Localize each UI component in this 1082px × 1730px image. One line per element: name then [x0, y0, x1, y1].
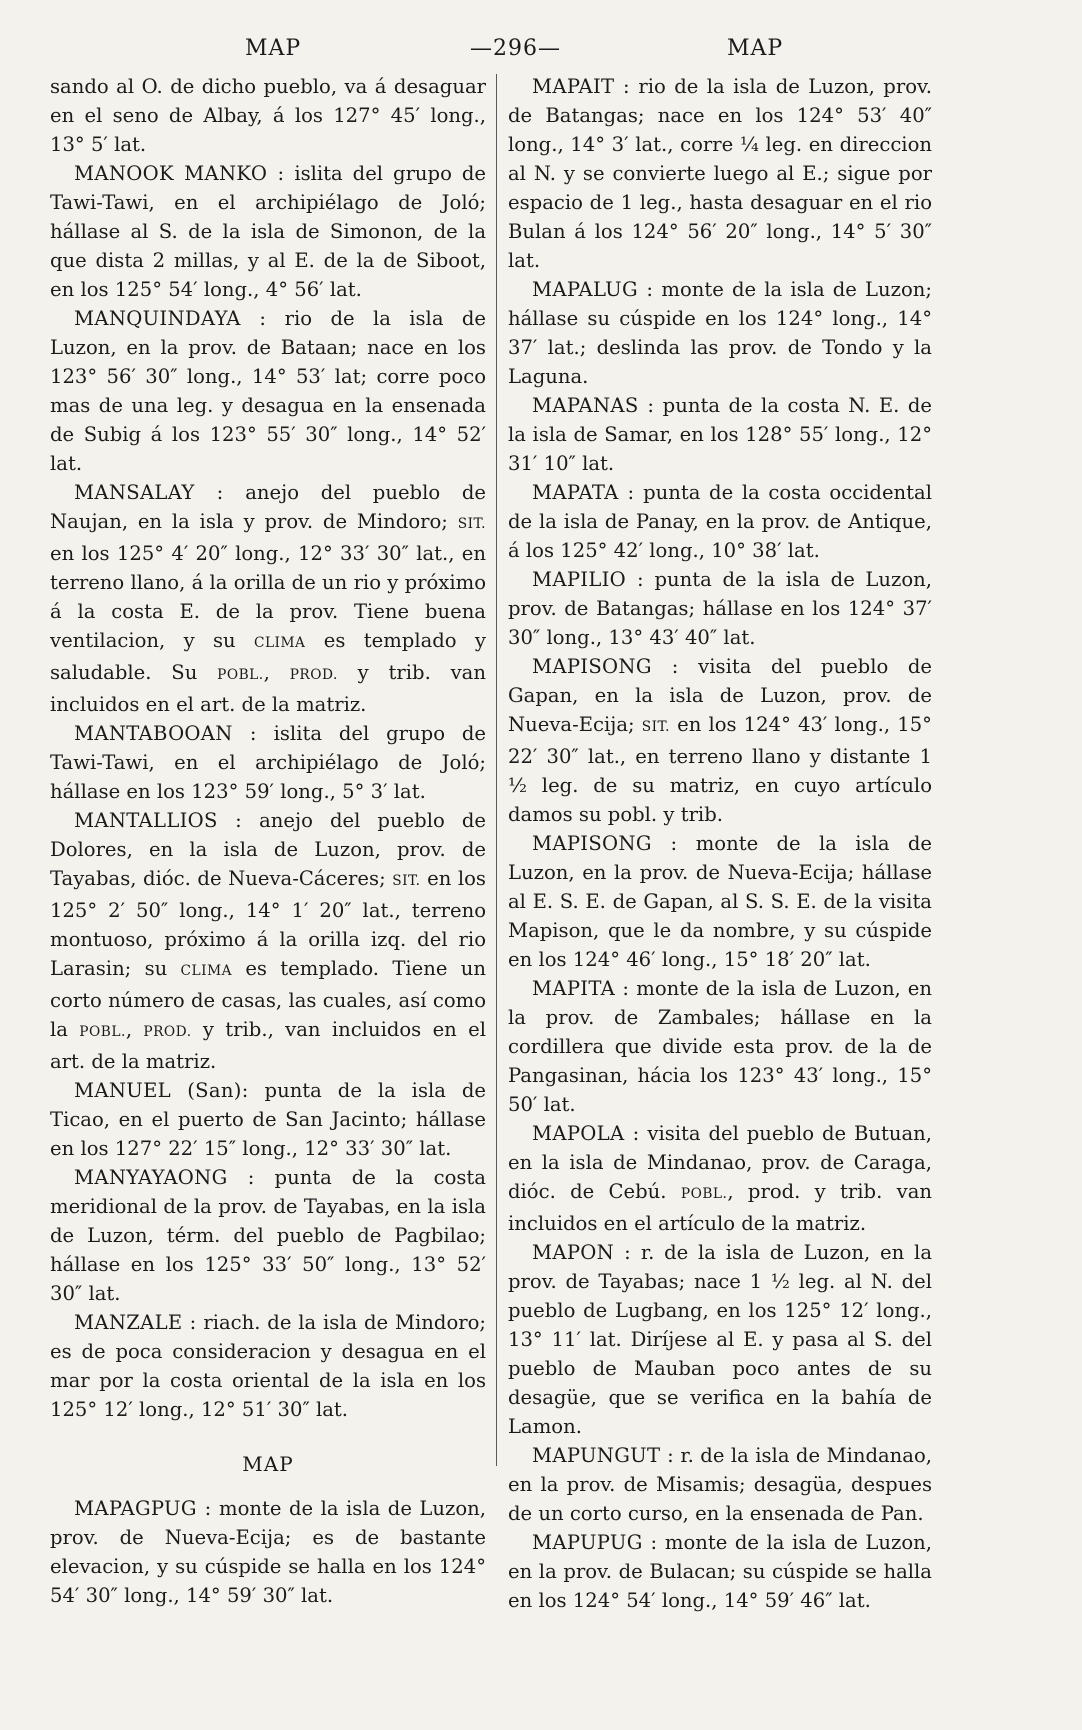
entry-body: punta de la costa N. E. de la isla de Samar, en los 128° 55′ long., 12° 31′ 10″ lat. — [508, 394, 932, 475]
abbr-sit: SIT. — [392, 873, 421, 889]
entry-body: r. de la isla de Luzon, en la prov. de Tayabas; nace 1 ½ leg. al N. del pueblo de Lugbang, en los 125° 12′ long., 13° 11′ lat. Diríjese al E. y pasa al S. del pueblo de Mauban poco antes de su desagüe, que se verifica en la bahía de Lamon. — [508, 1241, 932, 1438]
entry-body: en los 124° 43′ long., 15° 22′ 30″ lat., en terreno llano y distante 1 ½ leg. de su matriz, en cuyo artículo damos su pobl. y trib. — [508, 713, 932, 826]
section-title: MAP — [242, 1452, 294, 1476]
entry-head: MAPILIO : — [532, 568, 644, 591]
running-head-left: MAP — [245, 36, 302, 61]
entry-head: MAPAGPUG : — [74, 1497, 212, 1520]
entry-mapisong-monte — [508, 829, 932, 974]
entry-mantallios — [50, 806, 486, 1076]
left-column — [50, 72, 486, 1610]
entry-body: islita del grupo de Tawi-Tawi, en el archipiélago de Joló; hállase al S. de la isla de Simonon, de la que dista 2 millas, y al E. de la de Siboot, en los 125° 54′ long., 4° 56′ lat. — [50, 162, 486, 301]
entry-mansalay — [50, 478, 486, 719]
entry-mapungut — [508, 1441, 932, 1528]
abbr-clima: CLIMA — [180, 963, 233, 979]
separator: , — [263, 661, 290, 684]
entry-body: en los 125° 4′ 20″ long., 12° 33′ 30″ lat., en terreno llano, á la orilla de un rio y próximo á la costa E. de la prov. Tiene buena ventilacion, y su — [50, 542, 486, 652]
entry-head: MAPANAS : — [532, 394, 655, 417]
entry-head: MANUEL (San): — [74, 1079, 249, 1102]
entry-body: es templado. Tiene un corto número de casas, las cuales, así como la — [50, 957, 486, 1041]
entry-head: MAPON : — [532, 1241, 632, 1264]
entry-head: MAPISONG : — [532, 655, 679, 678]
entry-body: visita del pueblo de Gapan, en la isla de Luzon, prov. de Nueva-Ecija; — [508, 655, 932, 736]
entry-body: monte de la isla de Luzon, en la prov. de Nueva-Ecija; hállase al E. S. E. de Gapan, al S. S. E. de la visita Mapison, que le da nombre, y su cúspide en los 124° 46′ long., 15° 18′ 20″ lat. — [508, 832, 933, 971]
entry-manook-manko — [50, 159, 486, 304]
entry-manuel-san — [50, 1076, 486, 1163]
entry-head: MAPALUG : — [532, 278, 654, 301]
entry-body: rio de la isla de Luzon, en la prov. de Bataan; nace en los 123° 56′ 30″ long., 14° 53′ lat; corre poco mas de una leg. y desagua en la ensenada de Subig á los 123° 55′ 30″ long., 14° 52′ lat. — [50, 307, 486, 475]
entry-body: anejo del pueblo de Naujan, en la isla y prov. de Mindoro; — [50, 481, 486, 533]
entry-mapalug — [508, 275, 932, 391]
entry-body: y trib. van incluidos en el art. de la matriz. — [50, 661, 486, 716]
entry-mantabooan — [50, 719, 486, 806]
entry-head: MAPOLA : — [532, 1122, 640, 1145]
entry-mapisong-visita — [508, 652, 932, 829]
entry-body: punta de la costa meridional de la prov. de Tayabas, en la isla de Luzon, térm. del pueblo de Pagbilao; hállase en los 125° 33′ 50″ long., 13° 52′ 30″ lat. — [50, 1166, 486, 1305]
entry-head: MANOOK MANKO : — [74, 162, 285, 185]
entry-body: r. de la isla de Mindanao, en la prov. de Misamis; desagüa, despues de un corto curso, en la ensenada de Pan. — [508, 1444, 933, 1525]
entry-mapupug — [508, 1528, 932, 1615]
continuation-text: sando al O. de dicho pueblo, va á desaguar en el seno de Albay, á los 127° 45′ long., 13° 5′ lat. — [50, 75, 486, 156]
abbr-pobl: POBL. — [680, 1186, 728, 1202]
entry-mapilio — [508, 565, 932, 652]
entry-head: MAPAIT : — [532, 75, 630, 98]
entry-head: MANZALE : — [74, 1311, 197, 1334]
entry-head: MAPITA : — [532, 977, 630, 1000]
abbr-sit: SIT. — [641, 719, 671, 735]
entry-body: monte de la isla de Luzon, prov. de Nueva-Ecija; es de bastante elevacion, y su cúspide se halla en los 124° 54′ 30″ long., 14° 59′ 30″ lat. — [50, 1497, 487, 1607]
entry-body: es templado y saludable. Su — [50, 629, 486, 684]
entry-manzale — [50, 1308, 486, 1424]
entry-head: MAPATA : — [532, 481, 635, 504]
running-head-right: MAP — [727, 36, 784, 61]
entry-mapagpug — [50, 1494, 486, 1610]
entry-body: y trib., van incluidos en el art. de la matriz. — [50, 1018, 486, 1073]
entry-body: en los 125° 2′ 50″ long., 14° 1′ 20″ lat., terreno montuoso, próximo á la orilla izq. del rio Larasin; su — [50, 867, 486, 980]
entry-body: punta de la costa occidental de la isla de Panay, en la prov. de Antique, á los 125° 42′ long., 10° 38′ lat. — [508, 481, 932, 562]
page-number: —296— — [470, 36, 561, 61]
entry-body: riach. de la isla de Mindoro; es de poca consideracion y desagua en el mar por la costa oriental de la isla en los 125° 12′ long., 12° 51′ 30″ lat. — [50, 1311, 487, 1421]
entry-body: monte de la isla de Luzon; hállase su cúspide en los 124° long., 14° 37′ lat.; deslinda las prov. de Tondo y la Laguna. — [508, 278, 932, 388]
entry-head: MANYAYAONG : — [74, 1166, 255, 1189]
entry-mapola — [508, 1119, 932, 1238]
abbr-pobl: POBL. — [79, 1024, 126, 1040]
entry-body: punta de la isla de Luzon, prov. de Batangas; hállase en los 124° 37′ 30″ long., 13° 43′ 40″ lat. — [508, 568, 933, 649]
entry-mapita — [508, 974, 932, 1119]
abbr-sit: SIT. — [457, 516, 486, 532]
entry-head: MAPISONG : — [532, 832, 678, 855]
column-divider — [496, 74, 497, 1466]
entry-head: MAPUPUG : — [532, 1531, 658, 1554]
entry-body: rio de la isla de Luzon, prov. de Batangas; nace en los 124° 53′ 40″ long., 14° 3′ lat., corre ¼ leg. en direccion al N. y se convierte luego al E.; sigue por espacio de 1 leg., hasta desaguar en el rio Bulan á los 124° 56′ 20″ long., 14° 5′ 30″ lat. — [508, 75, 932, 272]
entry-mapon — [508, 1238, 932, 1441]
entry-body: monte de la isla de Luzon, en la prov. de Zambales; hállase en la cordillera que divide esta prov. de la de Pangasinan, hácia los 123° 43′ long., 15° 50′ lat. — [508, 977, 932, 1116]
entry-body: , prod. y trib. van incluidos en el artículo de la matriz. — [508, 1180, 933, 1235]
abbr-clima: CLIMA — [253, 635, 306, 651]
entry-body: islita del grupo de Tawi-Tawi, en el archipiélago de Joló; hállase en los 123° 59′ long., 5° 3′ lat. — [50, 722, 486, 803]
entry-manyayaong — [50, 1163, 486, 1308]
entry-body: visita del pueblo de Butuan, en la isla de Mindanao, prov. de Caraga, dióc. de Cebú. — [508, 1122, 932, 1203]
entry-body: punta de la isla de Ticao, en el puerto de San Jacinto; hállase en los 127° 22′ 15″ long., 12° 33′ 30″ lat. — [50, 1079, 486, 1160]
separator: , — [125, 1018, 144, 1041]
entry-manquindaya — [50, 304, 486, 478]
entry-mapait — [508, 72, 932, 275]
entry-head: MANQUINDAYA : — [74, 307, 267, 330]
abbr-pobl: POBL. — [217, 667, 264, 683]
entry-body: monte de la isla de Luzon, en la prov. de Bulacan; su cúspide se halla en los 124° 54′ long., 14° 59′ 46″ lat. — [508, 1531, 932, 1612]
entry-head: MANTALLIOS : — [74, 809, 243, 832]
abbr-prod: PROD. — [143, 1024, 192, 1040]
entry-head: MANTABOOAN : — [74, 722, 257, 745]
right-column — [508, 72, 932, 1615]
entry-mapanas — [508, 391, 932, 478]
entry-body: anejo del pueblo de Dolores, en la isla de Luzon, prov. de Tayabas, dióc. de Nueva-Cáceres; — [50, 809, 486, 890]
entry-mapata — [508, 478, 932, 565]
entry-head: MAPUNGUT : — [532, 1444, 674, 1467]
abbr-prod: PROD. — [289, 667, 338, 683]
entry-head: MANSALAY : — [74, 481, 224, 504]
